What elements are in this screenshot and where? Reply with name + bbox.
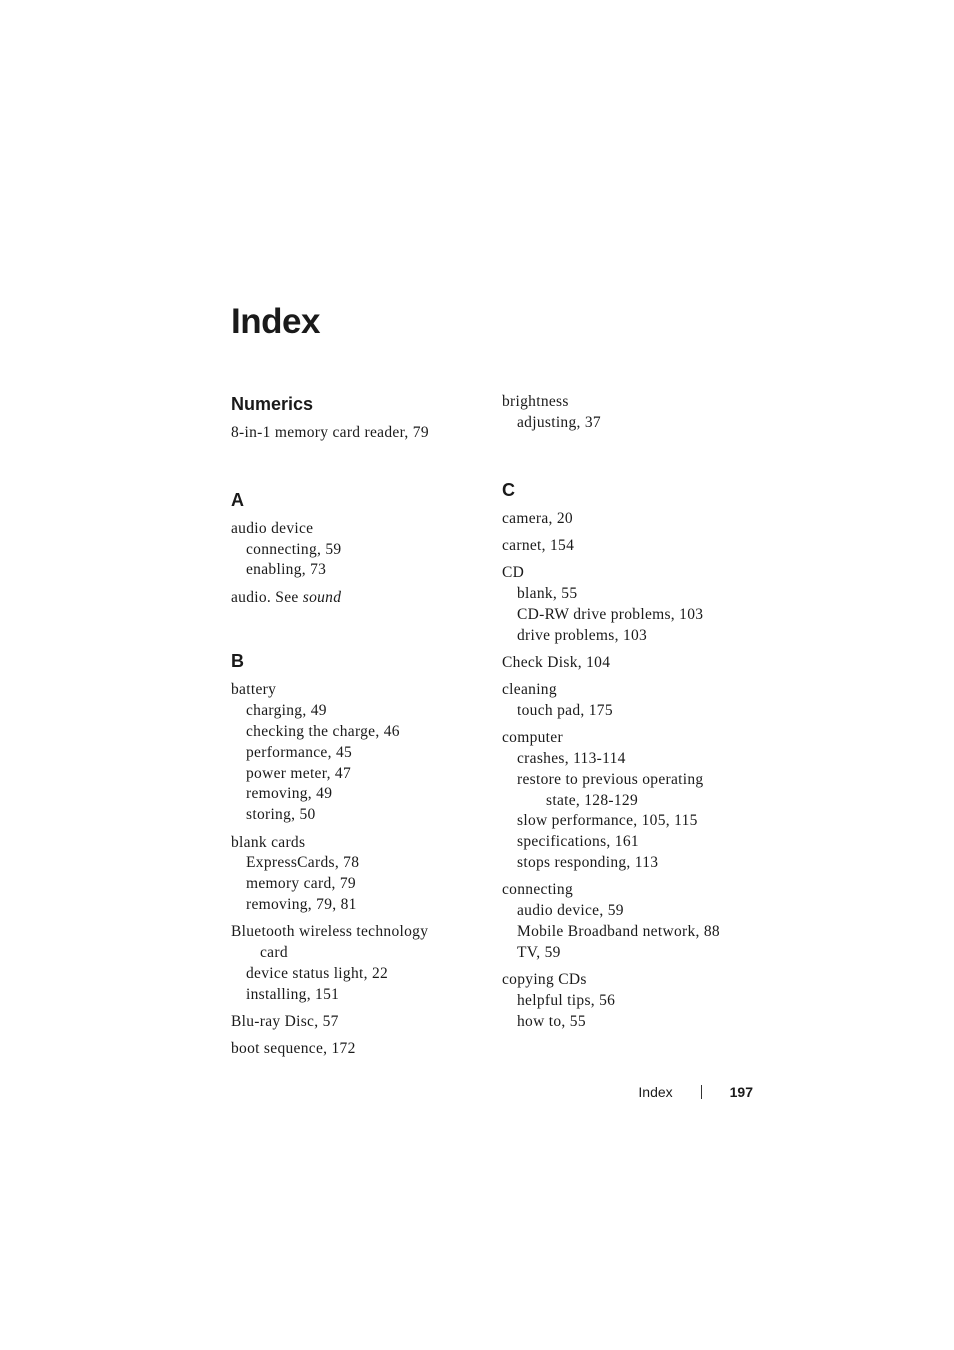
index-subentry: crashes, 113-114 <box>517 750 626 768</box>
index-subentry: storing, 50 <box>246 806 316 824</box>
section-heading-c: C <box>502 479 515 500</box>
section-heading-numerics: Numerics <box>231 394 314 414</box>
index-entry: Bluetooth wireless technology <box>231 923 429 941</box>
cross-reference-prefix: audio. See <box>231 588 303 606</box>
index-column-left <box>231 390 481 1060</box>
index-entry: copying CDs <box>502 971 587 989</box>
index-entry: connecting <box>502 881 574 899</box>
index-subentry: blank, 55 <box>517 584 578 602</box>
footer-separator <box>701 1085 702 1099</box>
index-entry: Blu-ray Disc, 57 <box>231 1012 339 1030</box>
index-entry-cross-reference <box>231 588 481 609</box>
section-heading-a: A <box>231 489 244 510</box>
index-subentry: audio device, 59 <box>517 902 624 920</box>
index-subentry: checking the charge, 46 <box>246 723 400 741</box>
index-subentry: performance, 45 <box>246 743 353 761</box>
index-subentry: touch pad, 175 <box>517 701 613 719</box>
index-column-right <box>502 390 752 1032</box>
index-entry: Check Disk, 104 <box>502 653 611 671</box>
index-subentry: charging, 49 <box>246 702 327 720</box>
footer-label: Index <box>638 1084 673 1100</box>
index-entry: camera, 20 <box>502 509 573 527</box>
page-footer <box>638 1082 753 1102</box>
index-subentry: enabling, 73 <box>246 561 327 579</box>
index-subentry: CD-RW drive problems, 103 <box>517 605 704 623</box>
index-subentry: slow performance, 105, 115 <box>517 812 698 830</box>
index-subentry: connecting, 59 <box>246 540 342 558</box>
index-entry: battery <box>231 681 277 699</box>
index-entry: audio device <box>231 519 314 537</box>
page-title: Index <box>231 302 320 341</box>
index-entry-continuation: card <box>260 944 288 962</box>
index-subentry: power meter, 47 <box>246 764 352 782</box>
index-entry: boot sequence, 172 <box>231 1040 356 1058</box>
index-subentry: installing, 151 <box>246 985 340 1003</box>
index-entry: cleaning <box>502 681 557 699</box>
index-entry: computer <box>502 729 563 747</box>
index-subentry: Mobile Broadband network, 88 <box>517 922 720 940</box>
index-subentry: ExpressCards, 78 <box>246 854 360 872</box>
index-entry: carnet, 154 <box>502 536 575 554</box>
index-subentry: how to, 55 <box>517 1012 586 1030</box>
cross-reference-target: sound <box>302 588 342 606</box>
index-subentry-continuation: state, 128-129 <box>546 791 639 809</box>
page-number: 197 <box>729 1084 753 1100</box>
index-subentry: stops responding, 113 <box>517 854 659 872</box>
index-entry: blank cards <box>231 833 306 851</box>
section-heading-b: B <box>231 651 244 672</box>
index-subentry: device status light, 22 <box>246 964 389 982</box>
index-subentry: TV, 59 <box>517 943 561 961</box>
index-entry: brightness <box>502 393 569 410</box>
index-subentry: memory card, 79 <box>246 875 356 893</box>
index-subentry: adjusting, 37 <box>517 413 601 431</box>
index-subentry: drive problems, 103 <box>517 626 648 644</box>
index-entry: CD <box>502 564 525 582</box>
index-subentry: removing, 79, 81 <box>246 895 357 913</box>
index-subentry: helpful tips, 56 <box>517 991 616 1009</box>
index-subentry: specifications, 161 <box>517 833 639 851</box>
index-entry: 8-in-1 memory card reader, 79 <box>231 424 429 441</box>
index-subentry: removing, 49 <box>246 785 333 803</box>
index-subentry: restore to previous operating <box>517 770 704 788</box>
